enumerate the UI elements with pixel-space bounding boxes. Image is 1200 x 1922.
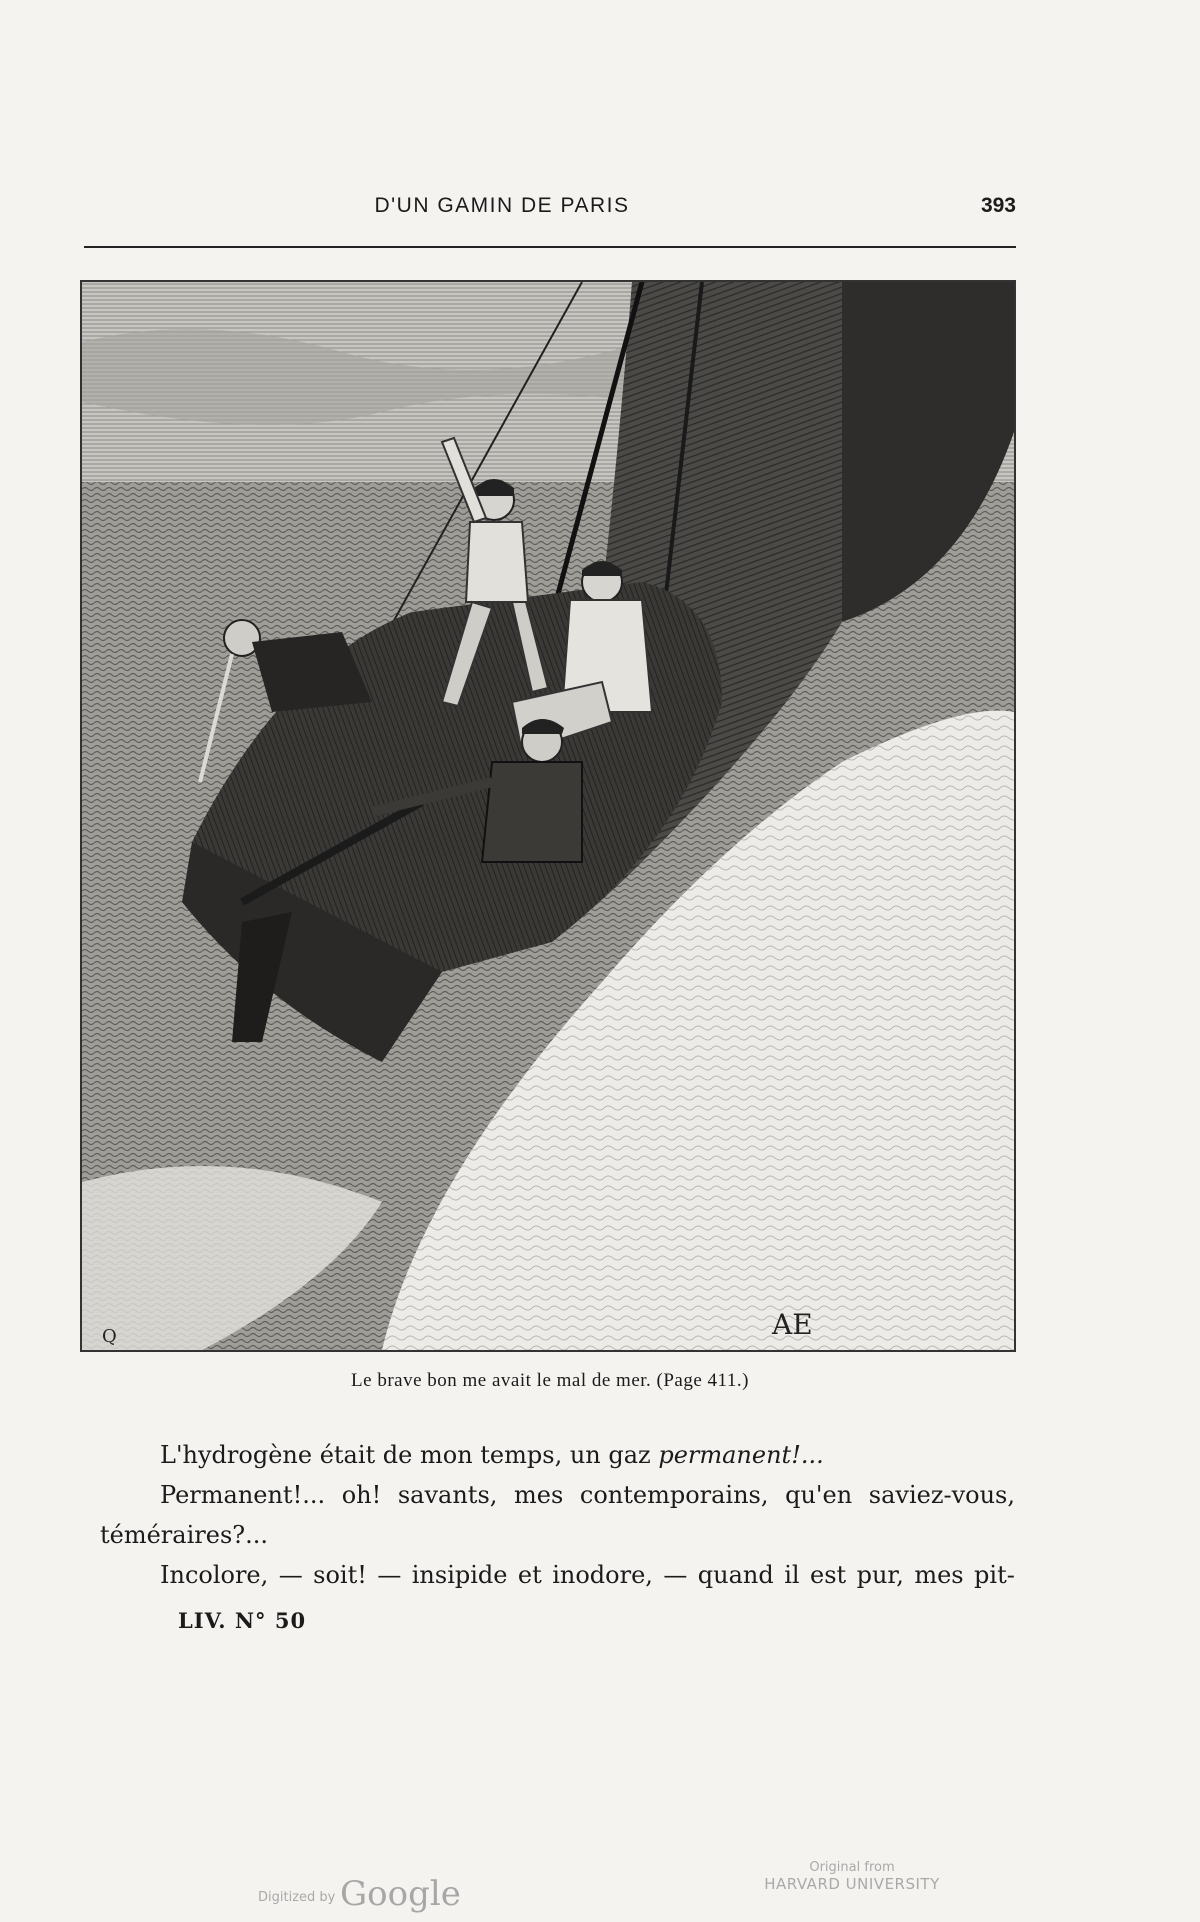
original-from-label: Original from	[809, 1860, 895, 1875]
word: savants,	[397, 1481, 498, 1509]
word: —	[278, 1561, 303, 1589]
paragraph-line-4	[100, 1555, 1015, 1595]
word: mes	[514, 1481, 564, 1509]
google-logo: Google	[340, 1874, 461, 1914]
word: insipide	[411, 1561, 508, 1589]
paragraph-line-2	[100, 1475, 1015, 1515]
word: Incolore,	[160, 1561, 269, 1589]
word: soit!	[313, 1561, 367, 1589]
corner-mark: Q	[102, 1326, 117, 1347]
word: oh!	[341, 1481, 382, 1509]
engraving-boat-in-storm-image	[80, 280, 1016, 1352]
running-head	[84, 190, 1016, 224]
word: pit-	[974, 1561, 1015, 1589]
digitized-by-google	[258, 1874, 461, 1922]
word: il	[784, 1561, 800, 1589]
line1-text: L'hydrogène était de mon temps, un gaz	[160, 1441, 659, 1469]
word: quand	[697, 1561, 774, 1589]
word: Permanent!...	[160, 1481, 326, 1509]
paragraph-line-3: téméraires?...	[100, 1521, 269, 1549]
word: est	[809, 1561, 847, 1589]
word: —	[663, 1561, 688, 1589]
word: —	[377, 1561, 402, 1589]
page-number: 393	[980, 194, 1016, 217]
word: mes	[914, 1561, 964, 1589]
monogram: AE	[772, 1308, 813, 1341]
word: et	[517, 1561, 542, 1589]
word: saviez-vous,	[868, 1481, 1015, 1509]
illustration-caption: Le brave bon me avait le mal de mer. (Page 411.)	[351, 1370, 749, 1391]
word: contemporains,	[579, 1481, 769, 1509]
line1-italic: permanent!...	[658, 1441, 824, 1469]
harvard-university-label: HARVARD UNIVERSITY	[764, 1875, 940, 1893]
paragraph-line-1	[100, 1435, 1015, 1475]
word: qu'en	[785, 1481, 853, 1509]
header-rule	[84, 246, 1016, 248]
original-from-harvard	[752, 1860, 952, 1893]
digitized-label: Digitized by	[258, 1890, 336, 1905]
word: inodore,	[552, 1561, 653, 1589]
engraving-svg	[82, 282, 1014, 1350]
signature-mark: LIV. N° 50	[178, 1608, 307, 1633]
body-text	[100, 1435, 1015, 1595]
running-title: D'UN GAMIN DE PARIS	[374, 194, 630, 217]
word: pur,	[856, 1561, 904, 1589]
